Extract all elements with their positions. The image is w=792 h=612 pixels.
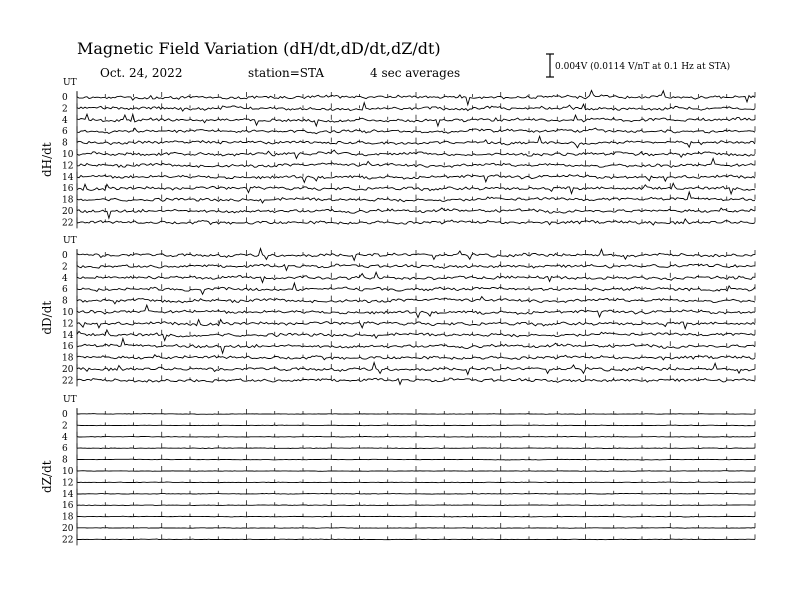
row-label: 0 (62, 251, 68, 261)
row-label: 18 (62, 353, 74, 364)
row-label: 6 (62, 127, 68, 138)
row-label: 4 (62, 115, 68, 126)
row-label: 2 (62, 421, 68, 432)
row-label: 10 (62, 308, 74, 318)
row-label: 22 (62, 218, 74, 229)
row-label: 0 (62, 410, 68, 420)
row-label: 14 (62, 330, 74, 341)
panel-ut-label: UT (63, 395, 77, 405)
row-label: 6 (62, 444, 68, 455)
row-label: 20 (62, 365, 74, 375)
row-label: 20 (62, 524, 74, 534)
row-label: 0 (62, 93, 68, 103)
row-label: 8 (62, 455, 68, 466)
panel-ut-label: UT (63, 78, 77, 88)
scale-bar (546, 54, 730, 77)
row-label: 4 (62, 273, 68, 284)
chart-date: Oct. 24, 2022 (100, 66, 183, 80)
scale-bar-label: 0.004V (0.0114 V/nT at 0.1 Hz at STA) (555, 62, 731, 72)
row-label: 12 (62, 319, 74, 330)
chart-title: Magnetic Field Variation (dH/dt,dD/dt,dZ/dt) (77, 39, 441, 58)
row-label: 2 (62, 104, 68, 115)
row-label: 12 (62, 161, 74, 172)
panel-label: dZ/dt (40, 460, 54, 493)
panel-label: dH/dt (40, 142, 54, 178)
row-label: 6 (62, 285, 68, 296)
row-label: 16 (62, 501, 74, 512)
row-label: 2 (62, 262, 68, 273)
row-label: 18 (62, 195, 74, 206)
panels-group (40, 78, 755, 545)
row-label: 14 (62, 172, 74, 183)
row-label: 10 (62, 467, 74, 477)
panel-ut-label: UT (63, 236, 77, 246)
row-label: 22 (62, 535, 74, 546)
row-label: 12 (62, 478, 74, 489)
row-label: 16 (62, 342, 74, 353)
row-label: 8 (62, 138, 68, 149)
panel-3 (40, 395, 755, 545)
row-label: 10 (62, 150, 74, 160)
row-label: 4 (62, 432, 68, 443)
panel-label: dD/dt (40, 300, 54, 335)
row-label: 14 (62, 489, 74, 500)
panel-1 (40, 78, 755, 228)
averaging-label: 4 sec averages (370, 66, 461, 80)
station-label: station=STA (248, 66, 325, 80)
row-label: 8 (62, 296, 68, 307)
panel-2 (40, 236, 755, 386)
row-label: 16 (62, 184, 74, 195)
row-label: 22 (62, 376, 74, 387)
row-label: 20 (62, 207, 74, 217)
row-label: 18 (62, 512, 74, 523)
